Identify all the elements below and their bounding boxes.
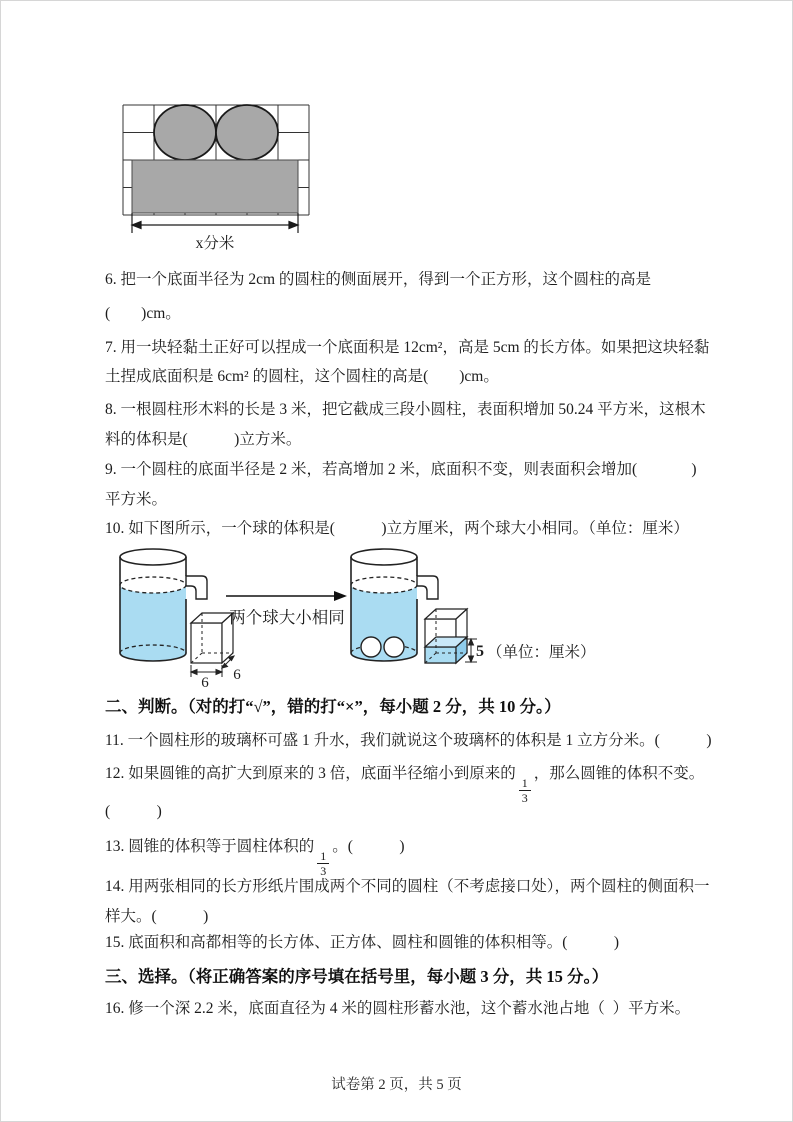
left-cuboid [191, 613, 234, 677]
right-cuboid [425, 609, 477, 663]
question-9-line-1: 9. 一个圆柱的底面半径是 2 米，若高增加 2 米，底面积不变，则表面积会增加( ) [105, 461, 697, 478]
left-beaker-water [120, 585, 186, 661]
question-12-line-2: ( ) [105, 803, 162, 820]
fraction-one-third [519, 777, 531, 804]
beaker-displacement-figure [113, 547, 688, 687]
question-14-line-1: 14. 用两张相同的长方形纸片围成两个不同的圆柱（不考虑接口处），两个圆柱的侧面积一 [105, 878, 710, 895]
cylinder-side-rectangle [132, 160, 298, 213]
question-12-line-1 [105, 764, 704, 804]
question-10-line-1: 10. 如下图所示，一个球的体积是( )立方厘米，两个球大小相同。（单位：厘米） [105, 520, 689, 537]
fraction-denominator: 3 [317, 863, 329, 877]
fraction-numerator: 1 [320, 849, 327, 863]
cylinder-base-circle-1 [154, 105, 216, 160]
grid-cylinder-figure [119, 101, 314, 253]
fraction-one-third [317, 850, 329, 877]
transform-arrow [226, 591, 347, 601]
right-beaker-spout [417, 576, 438, 599]
question-6-line-1: 6. 把一个底面半径为 2cm 的圆柱的侧面展开，得到一个正方形，这个圆柱的高是 [105, 271, 651, 288]
question-9-line-2: 平方米。 [105, 491, 168, 508]
q12-text-post: ，那么圆锥的体积不变。 [533, 765, 705, 782]
question-14-line-2: 样大。( ) [105, 908, 209, 925]
left-beaker-spout [186, 576, 207, 599]
transform-arrow-label: 两个球大小相同 [229, 608, 345, 627]
cylinder-base-circle-2 [216, 105, 278, 160]
question-13-line-1 [105, 837, 405, 877]
section-choice-title: 三、选择。（将正确答案的序号填在括号里，每小题 3 分，共 15 分。） [105, 967, 609, 986]
cuboid-width-label: 6 [201, 675, 209, 687]
water-height-label: 5 [476, 643, 484, 660]
cuboid-water-front [425, 647, 456, 663]
question-8-line-1: 8. 一根圆柱形木料的长是 3 米，把它截成三段小圆柱，表面积增加 50.24 平方米，这根木 [105, 401, 706, 418]
dimension-arrow [132, 213, 298, 233]
question-15-line-1: 15. 底面积和高都相等的长方体、正方体、圆柱和圆锥的体积相等。( ) [105, 934, 620, 951]
question-7-line-2: 土捏成底面积是 6cm² 的圆柱，这个圆柱的高是( )cm。 [105, 368, 499, 385]
question-6-line-2: ( )cm。 [105, 305, 181, 322]
q13-text-post: 。( ) [332, 838, 405, 855]
question-8-line-2: 料的体积是( )立方米。 [105, 431, 302, 448]
section-judge-title: 二、判断。（对的打“√”，错的打“×”，每小题 2 分，共 10 分。） [105, 697, 561, 716]
page-footer: 试卷第 2 页，共 5 页 [331, 1077, 462, 1093]
ball-1 [361, 637, 381, 657]
question-16-line-1: 16. 修一个深 2.2 米，底面直径为 4 米的圆柱形蓄水池，这个蓄水池占地（ ）平方米。 [105, 1000, 691, 1017]
q13-text-pre: 13. 圆锥的体积等于圆柱体积的 [105, 838, 315, 855]
fraction-denominator: 3 [519, 790, 531, 804]
q12-text-pre: 12. 如果圆锥的高扩大到原来的 3 倍，底面半径缩小到原来的 [105, 765, 516, 782]
unit-note: （单位：厘米） [487, 644, 596, 661]
ball-2 [384, 637, 404, 657]
cuboid-depth-label: 6 [233, 667, 241, 683]
dimension-label: x分米 [195, 235, 235, 252]
fraction-numerator: 1 [521, 776, 528, 790]
question-11-line-1: 11. 一个圆柱形的玻璃杯可盛 1 升水，我们就说这个玻璃杯的体积是 1 立方分米。( ) [105, 732, 712, 749]
question-7-line-1: 7. 用一块轻黏土正好可以捏成一个底面积是 12cm²，高是 5cm 的长方体。如果把这块轻黏 [105, 339, 710, 356]
